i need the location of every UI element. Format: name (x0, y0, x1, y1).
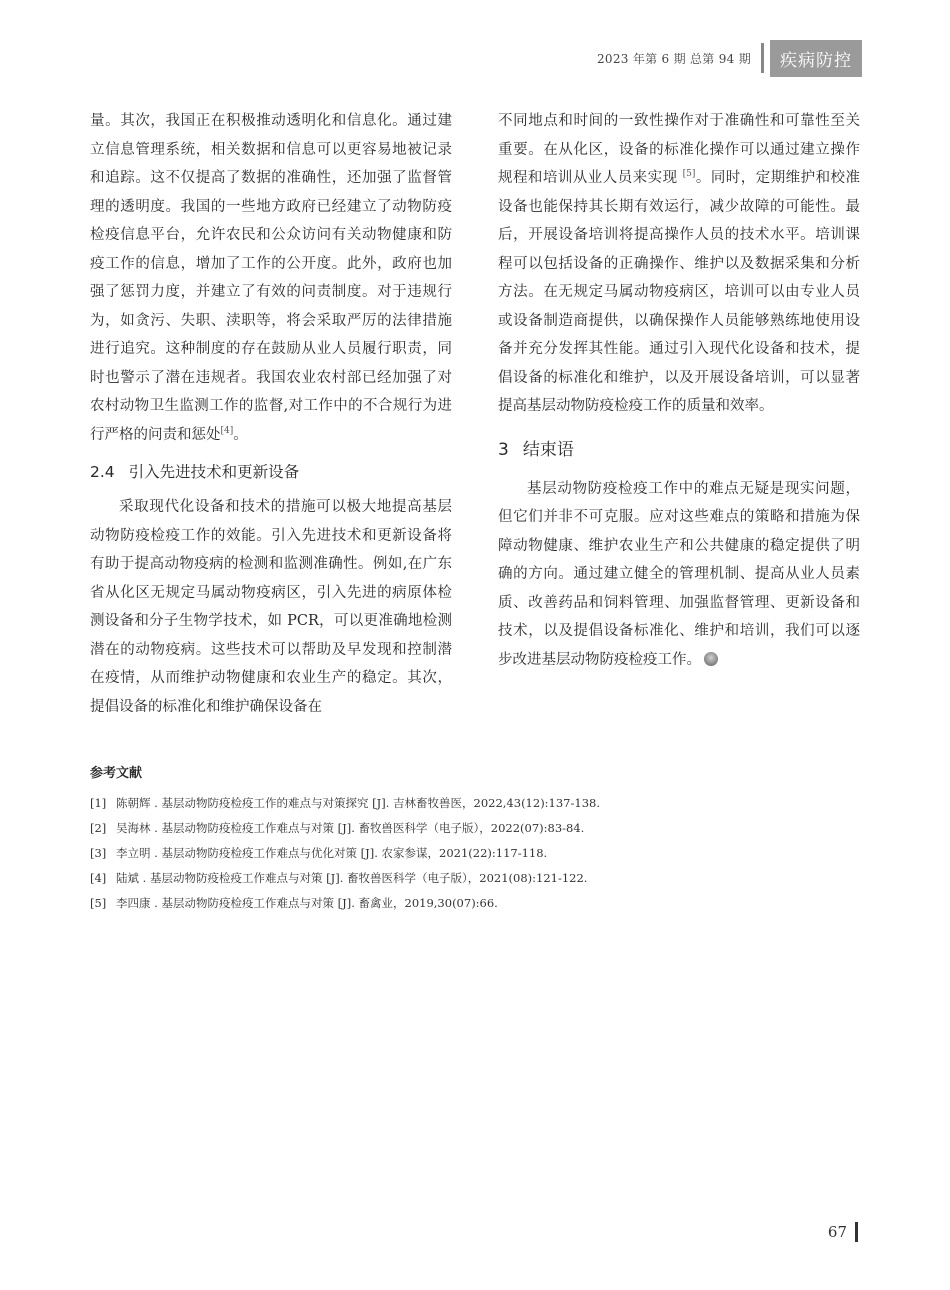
reference-item (90, 841, 870, 866)
issue-info: 2023 年第 6 期 总第 94 期 (596, 51, 751, 66)
section-heading (498, 435, 860, 465)
end-mark-icon (704, 652, 718, 666)
reference-item (90, 816, 870, 841)
reference-item (90, 791, 870, 816)
section-tag: 疾病防控 (770, 40, 862, 77)
reference-text: 吴海林 . 基层动物防疫检疫工作难点与对策 [J]. 畜牧兽医科学（电子版），2022(07):83-84. (116, 821, 585, 835)
page-number-text: 67 (827, 1223, 847, 1241)
reference-item (90, 866, 870, 891)
paragraph (90, 107, 452, 449)
references (90, 762, 870, 916)
reference-number: [1] (90, 796, 107, 810)
section-number: 3 (498, 439, 509, 460)
section-title: 引入先进技术和更新设备 (128, 463, 300, 481)
reference-number: [4] (90, 871, 107, 885)
section-number: 2.4 (90, 463, 115, 481)
paragraph-end: 。 (233, 426, 248, 443)
references-title: 参考文献 (90, 766, 143, 781)
reference-text: 李四康 . 基层动物防疫检疫工作难点与对策 [J]. 畜禽业，2019,30(07):66. (116, 896, 498, 910)
reference-number: [3] (90, 846, 107, 860)
citation: [5] (682, 169, 696, 180)
paragraph-text: 。同时，定期维护和校准设备也能保持其长期有效运行，减少故障的可能性。最后，开展设备培训将提高操作人员的技术水平。培训课程可以包括设备的正确操作、维护以及数据采集和分析方法。在无规定马属动物疫病区，培训可以由专业人员或设备制造商提供，以确保操作人员能够熟练地使用设备并充分发挥其性能。通过引入现代化设备和技术，提倡设备的标准化和维护，以及开展设备培训，可以显著提高基层动物防疫检疫工作的质量和效率。 (498, 170, 861, 414)
paragraph-text: 量。其次，我国正在积极推动透明化和信息化。通过建立信息管理系统，相关数据和信息可以更容易地被记录和追踪。这不仅提高了数据的准确性，还加强了监督管理的透明度。我国的一些地方政府已经建立了动物防疫检疫信息平台，允许农民和公众访问有关动物健康和防疫工作的信息，增加了工作的公开度。此外，政府也加强了惩罚力度，并建立了有效的问责制度。对于违规行为，如贪污、失职、渎职等，将会采取严厉的法律措施进行追究。这种制度的存在鼓励从业人员履行职责，同时也警示了潜在违规者。我国农业农村部已经加强了对农村动物卫生监测工作的监督,对工作中的不合规行为进行严格的问责和惩处 (90, 113, 452, 443)
reference-text: 陈朝辉 . 基层动物防疫检疫工作的难点与对策探究 [J]. 吉林畜牧兽医，2022,43(12):137-138. (116, 796, 600, 810)
citation: [4] (220, 425, 234, 436)
paragraph-text: 基层动物防疫检疫工作中的难点无疑是现实问题，但它们并非不可克服。应对这些难点的策略和措施为保障动物健康、维护农业生产和公共健康的稳定提供了明确的方向。通过建立健全的管理机制、提高从业人员素质、改善药品和饲料管理、加强监督管理、更新设备和技术，以及提倡设备标准化、维护和培训，我们可以逐步改进基层动物防疫检疫工作。 (498, 480, 860, 668)
reference-item (90, 891, 870, 916)
header-divider (761, 43, 764, 73)
running-header (597, 40, 862, 76)
section-title: 结束语 (522, 439, 574, 460)
paragraph-text: 不同地点和时间的一致性操作对于准确性和可靠性至关重要。在从化区，设备的标准化操作可以通过建立操作规程和培训从业人员来实现 (498, 113, 860, 186)
reference-number: [5] (90, 896, 107, 910)
page-number (828, 1222, 858, 1242)
right-column (498, 107, 860, 674)
left-column (90, 107, 452, 721)
section-heading (90, 457, 452, 487)
paragraph: 采取现代化设备和技术的措施可以极大地提高基层动物防疫检疫工作的效能。引入先进技术和更新设备将有助于提高动物疫病的检测和监测准确性。例如,在广东省从化区无规定马属动物疫病区，引入先进的病原体检测设备和分子生物学技术，如 PCR，可以更准确地检测潜在的动物疫病。这些技术可以帮助及早发现和控制潜在疫情，从而维护动物健康和农业生产的稳定。其次，提倡设备的标准化和维护确保设备在 (90, 499, 452, 715)
reference-text: 李立明 . 基层动物防疫检疫工作难点与优化对策 [J]. 农家参谋，2021(22):117-118. (116, 846, 548, 860)
reference-text: 陆斌 . 基层动物防疫检疫工作难点与对策 [J]. 畜牧兽医科学（电子版），2021(08):121-122. (116, 871, 588, 885)
paragraph (498, 475, 860, 675)
page-number-bar (855, 1222, 858, 1242)
paragraph (498, 107, 860, 421)
reference-number: [2] (90, 821, 107, 835)
